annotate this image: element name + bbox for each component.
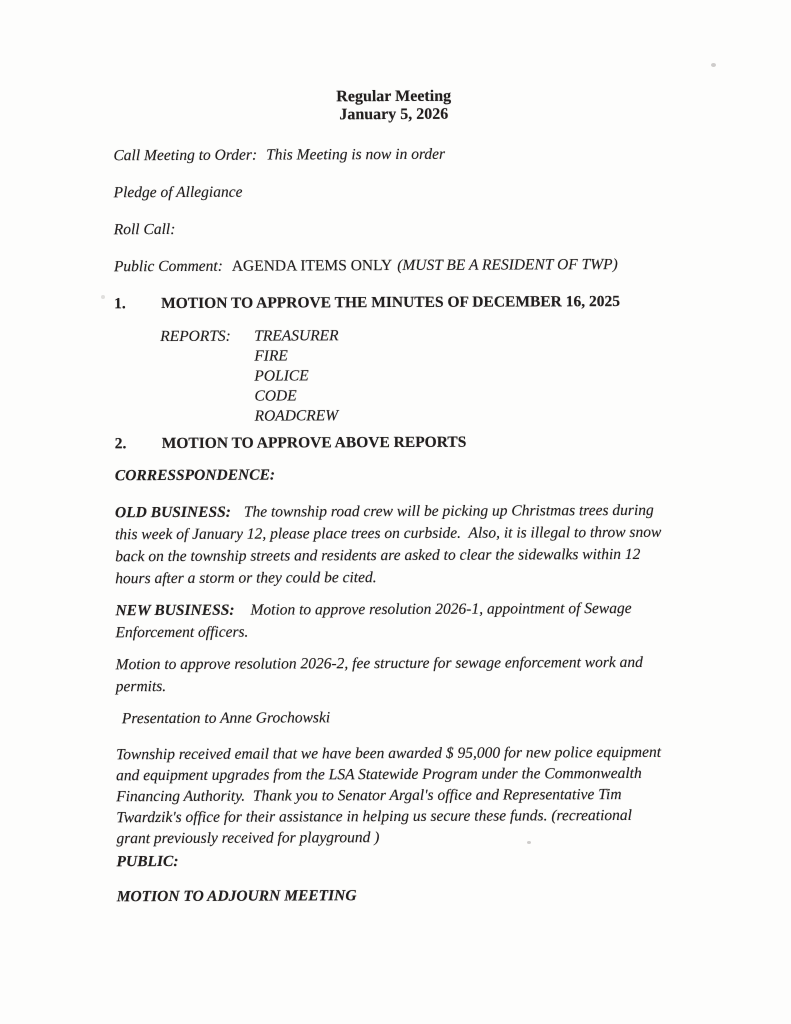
- call-to-order-label: Call Meeting to Order:: [113, 146, 258, 165]
- old-business-text: The township road crew will be picking up Christmas trees during this week of January 12, please place trees on curbside. Also, it is illegal to throw snow back on the township streets and residents are asked to clear the sidewalks within 12 hours after a storm or they could be cited.: [115, 501, 662, 588]
- agenda-item-2-title: MOTION TO APPROVE ABOVE REPORTS: [161, 433, 467, 453]
- new-business-text: Motion to approve resolution 2026-1, appointment of Sewage Enforcement officers.: [115, 599, 632, 642]
- document-title-block: [0, 86, 789, 125]
- grant-paragraph: [116, 741, 752, 849]
- new-business-paragraph: [115, 597, 751, 644]
- grant-text: Township received email that we have been awarded $ 95,000 for new police equipment and equipment upgrades from the LSA Statewide Program under the Commonwealth Financing Authority. Thank you to Senator Argal's office and Representative Tim Twardzik's office for their assistance in helping us secure these funds. (recreational grant previously received for playground ): [116, 743, 662, 848]
- scan-speck: [527, 841, 531, 844]
- reports-label: REPORTS:: [160, 327, 231, 346]
- public-comment-note: (MUST BE A RESIDENT OF TWP): [397, 256, 618, 274]
- old-business-label: OLD BUSINESS:: [114, 503, 231, 522]
- adjourn-heading: MOTION TO ADJOURN MEETING: [116, 887, 357, 906]
- pledge-line: Pledge of Allegiance: [113, 183, 243, 202]
- scan-speck: [711, 63, 716, 67]
- agenda-item-2: [115, 432, 751, 453]
- call-to-order-text: This Meeting is now in order: [266, 145, 446, 164]
- presentation-line: Presentation to Anne Grochowski: [121, 709, 331, 728]
- public-comment-line: [114, 255, 750, 275]
- old-business-paragraph: [115, 499, 751, 590]
- report-item-police: POLICE: [254, 367, 309, 385]
- public-comment-text: AGENDA ITEMS ONLY: [231, 257, 393, 275]
- roll-call-line: Roll Call:: [113, 220, 176, 239]
- reports-block: [160, 324, 750, 427]
- report-item-code: CODE: [254, 387, 297, 405]
- meeting-date: January 5, 2026: [339, 105, 449, 124]
- call-to-order-line: [113, 144, 749, 164]
- report-item-roadcrew: ROADCREW: [254, 407, 339, 425]
- public-comment-label: Public Comment:: [113, 257, 223, 276]
- scan-speck: [101, 295, 105, 299]
- agenda-item-1: [114, 292, 750, 313]
- report-item-treasurer: TREASURER: [254, 327, 339, 345]
- agenda-item-2-number: 2.: [114, 435, 127, 453]
- motion-fee-text: Motion to approve resolution 2026-2, fee structure for sewage enforcement work and permits.: [115, 653, 643, 696]
- motion-fee-paragraph: [116, 651, 752, 698]
- new-business-label: NEW BUSINESS:: [115, 601, 235, 620]
- agenda-item-1-number: 1.: [114, 295, 126, 313]
- meeting-title: Regular Meeting: [336, 87, 452, 106]
- correspondence-heading: CORRESSPONDENCE:: [114, 466, 276, 485]
- public-heading: PUBLIC:: [116, 852, 179, 871]
- report-item-fire: FIRE: [254, 347, 288, 365]
- agenda-item-1-title: MOTION TO APPROVE THE MINUTES OF DECEMBER 16, 2025: [161, 293, 621, 313]
- reports-list: [254, 326, 339, 426]
